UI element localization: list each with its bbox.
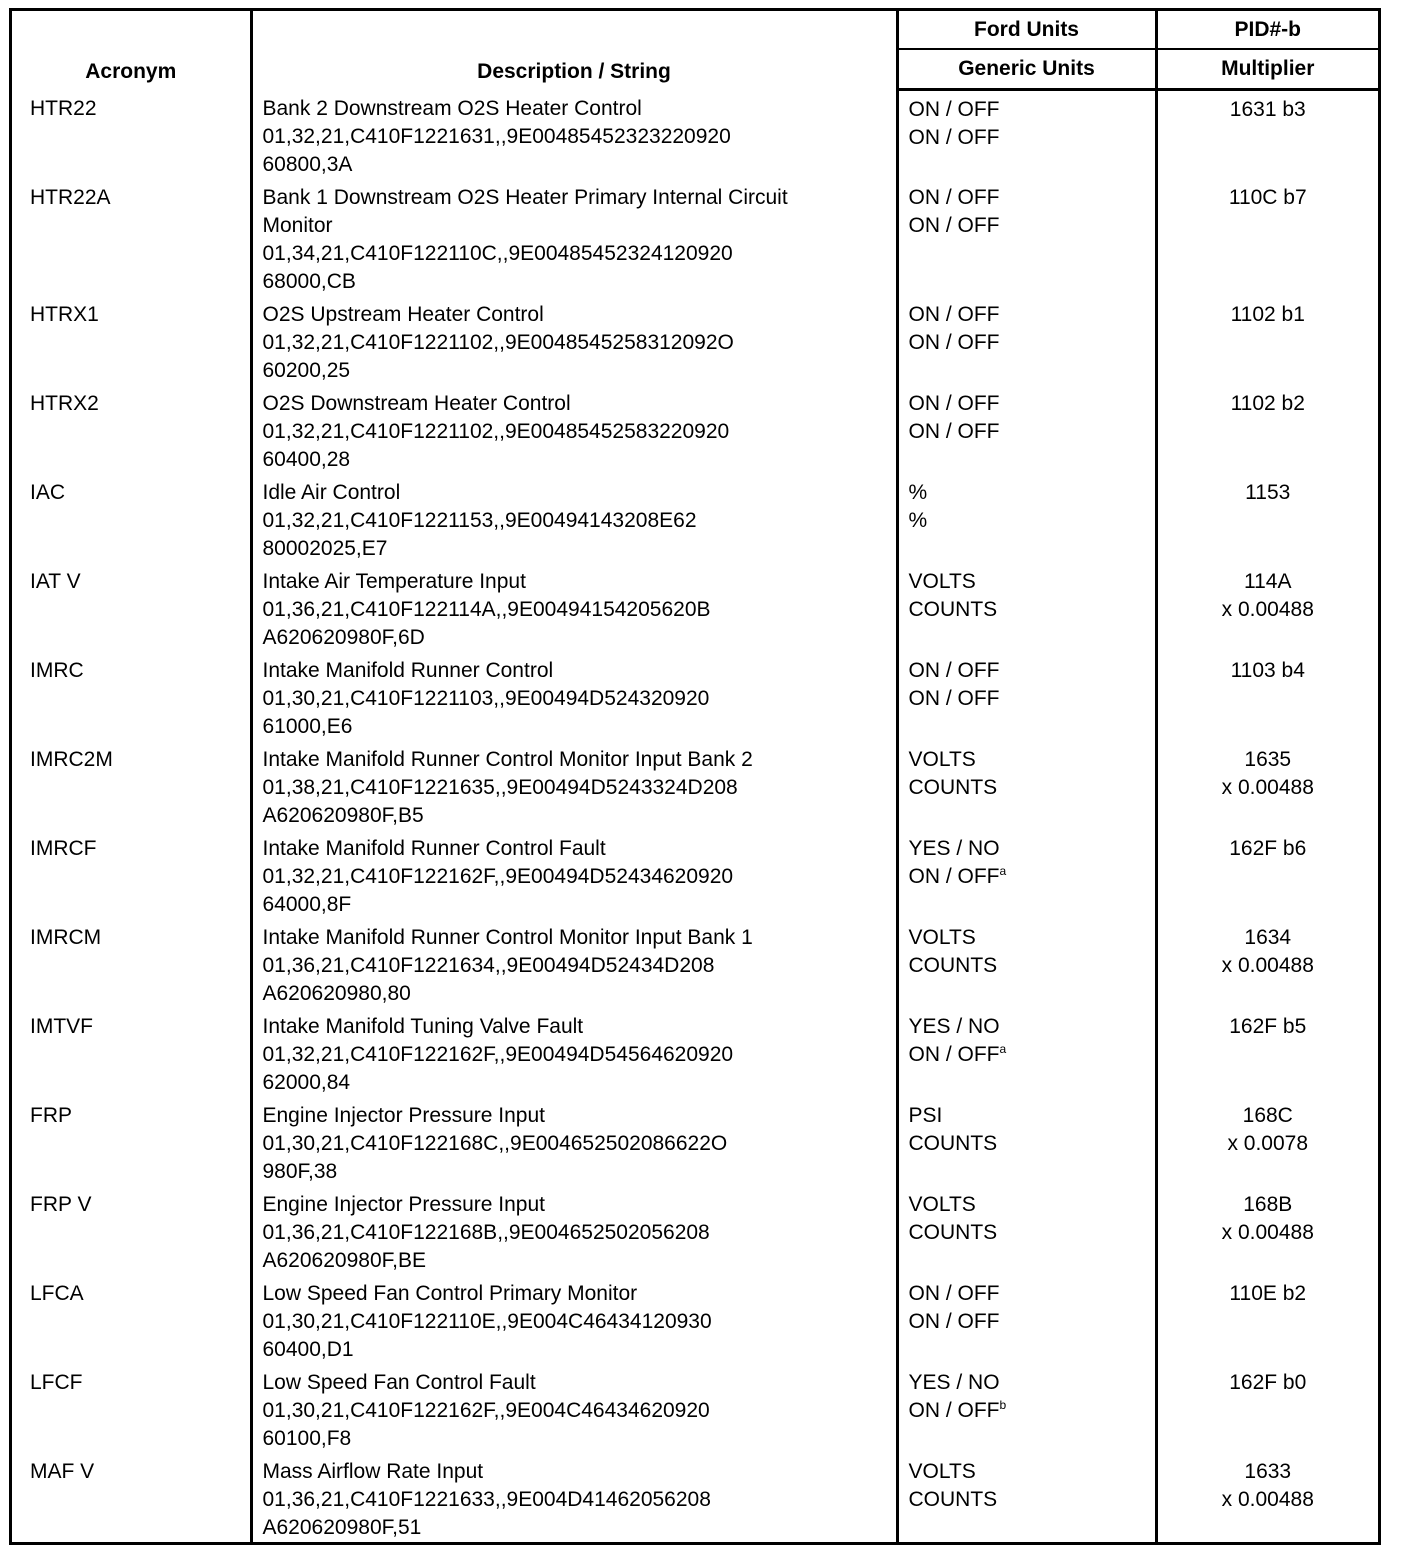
string-line-2: 64000,8F (262, 892, 352, 916)
units-cell (897, 563, 1156, 652)
table-row (12, 474, 1378, 563)
ford-units: % (908, 480, 928, 504)
generic-units-line (909, 952, 1155, 980)
table-row (12, 1008, 1378, 1097)
description-cell (251, 830, 897, 919)
string-line-2: 60400,28 (262, 447, 351, 471)
ford-units: YES / NO (908, 1370, 1000, 1394)
string-line-2: 980F,38 (262, 1159, 338, 1183)
string-line-2: 60400,D1 (262, 1337, 354, 1361)
description-text: Intake Manifold Runner Control (262, 658, 554, 682)
string-line-2: 60100,F8 (262, 1426, 352, 1450)
generic-units-line (909, 685, 1155, 713)
description-text: Bank 2 Downstream O2S Heater Control (262, 96, 642, 120)
string-line-1: 01,36,21,C410F122114A,,9E00494154205620B (262, 597, 711, 621)
ford-units: VOLTS (908, 569, 976, 593)
pid-value: 162F b6 (1229, 836, 1307, 860)
generic-units: ON / OFF (908, 419, 1000, 443)
pid-cell (1156, 741, 1378, 830)
acronym: HTRX2 (30, 391, 99, 415)
units-cell (897, 1275, 1156, 1364)
units-cell (897, 296, 1156, 385)
string-line-1: 01,36,21,C410F1221633,,9E004D41462056208 (262, 1487, 711, 1511)
string-line-2: 80002025,E7 (262, 536, 388, 560)
acronym: HTR22 (30, 96, 97, 120)
generic-units-line (909, 329, 1155, 357)
pid-value: 168C (1242, 1103, 1293, 1127)
pid-value: 162F b5 (1229, 1014, 1307, 1038)
pid-value: 168B (1243, 1192, 1293, 1216)
acronym-cell (12, 385, 251, 474)
generic-units: ON / OFF (908, 1398, 1000, 1422)
string-line-1: 01,30,21,C410F1221103,,9E00494D524320920 (262, 686, 710, 710)
pid-value: 1153 (1245, 480, 1291, 504)
string-line-2: A620620980F,51 (262, 1515, 422, 1539)
table-body (12, 90, 1378, 1542)
string-line-2: A620620980,80 (262, 981, 411, 1005)
pid-value: 162F b0 (1229, 1370, 1307, 1394)
acronym-cell (12, 919, 251, 1008)
generic-units: % (908, 508, 928, 532)
pid-cell (1156, 563, 1378, 652)
pid-table-page (9, 8, 1381, 1545)
ford-units: ON / OFF (908, 1281, 1000, 1305)
ford-units: ON / OFF (908, 98, 1000, 121)
description-text: Engine Injector Pressure Input (262, 1103, 545, 1127)
acronym-cell (12, 1275, 251, 1364)
description-cell (251, 1453, 897, 1542)
pid-value: 110C b7 (1228, 185, 1307, 209)
generic-units: COUNTS (908, 1131, 998, 1155)
description-cell (251, 563, 897, 652)
description-text: Intake Air Temperature Input (262, 569, 526, 593)
generic-units-line (909, 1308, 1155, 1336)
pid-cell (1156, 474, 1378, 563)
description-text-cont: Monitor (262, 213, 333, 237)
acronym-cell (12, 741, 251, 830)
description-text: Mass Airflow Rate Input (262, 1459, 484, 1483)
acronym: IAC (30, 480, 66, 504)
string-line-1: 01,32,21,C410F1221153,,9E00494143208E62 (262, 508, 697, 532)
description-text: Intake Manifold Runner Control Monitor Input Bank 1 (262, 925, 753, 949)
acronym: IMRCM (30, 925, 102, 949)
description-cell (251, 474, 897, 563)
units-cell (897, 1453, 1156, 1542)
acronym-cell (12, 474, 251, 563)
generic-units-line (909, 212, 1155, 240)
ford-units: YES / NO (908, 1014, 1000, 1038)
string-line-1: 01,36,21,C410F122168B,,9E004652502056208 (262, 1220, 710, 1244)
description-text: Engine Injector Pressure Input (262, 1192, 545, 1216)
multiplier-value: x 0.00488 (1221, 775, 1314, 799)
description-text: Bank 1 Downstream O2S Heater Primary Internal Circuit (262, 185, 788, 209)
pid-cell (1156, 296, 1378, 385)
table-row (12, 1364, 1378, 1453)
multiplier-value: x 0.00488 (1221, 953, 1314, 977)
string-line-2: 60200,25 (262, 358, 351, 382)
units-cell (897, 830, 1156, 919)
table-row (12, 1097, 1378, 1186)
description-text: Intake Manifold Runner Control Fault (262, 836, 606, 860)
table-row (12, 652, 1378, 741)
header-description: Description / String (251, 11, 897, 90)
acronym-cell (12, 296, 251, 385)
table-row (12, 296, 1378, 385)
string-line-1: 01,34,21,C410F122110C,,9E00485452324120920 (262, 241, 733, 265)
string-line-2: A620620980F,B5 (262, 803, 424, 827)
description-cell (251, 1186, 897, 1275)
table-row (12, 1453, 1378, 1542)
description-text: Low Speed Fan Control Primary Monitor (262, 1281, 638, 1305)
ford-units: VOLTS (908, 1459, 976, 1483)
header-ford-units: Ford Units (897, 11, 1156, 49)
acronym: FRP V (30, 1192, 92, 1216)
footnote-mark: b (999, 1397, 1007, 1412)
string-line-2: A620620980F,BE (262, 1248, 426, 1272)
pid-cell (1156, 1008, 1378, 1097)
footnote-mark: a (999, 863, 1007, 878)
pid-cell (1156, 652, 1378, 741)
table-row (12, 385, 1378, 474)
header-acronym: Acronym (12, 11, 251, 90)
generic-units-line (909, 596, 1155, 624)
pid-cell (1156, 1364, 1378, 1453)
pid-cell (1156, 1275, 1378, 1364)
table-row (12, 919, 1378, 1008)
acronym-cell (12, 563, 251, 652)
pid-cell (1156, 919, 1378, 1008)
string-line-2: 68000,CB (262, 269, 356, 293)
acronym: LFCA (30, 1281, 84, 1305)
pid-value: 1102 b1 (1230, 302, 1305, 326)
description-cell (251, 919, 897, 1008)
description-text: Idle Air Control (262, 480, 401, 504)
table-row (12, 1275, 1378, 1364)
generic-units: ON / OFF (908, 213, 1000, 237)
generic-units-line (909, 1041, 1155, 1069)
generic-units-line (909, 1486, 1155, 1514)
units-cell (897, 1097, 1156, 1186)
units-cell (897, 741, 1156, 830)
pid-value: 1102 b2 (1230, 391, 1305, 415)
string-line-2: 60800,3A (262, 152, 353, 176)
pid-cell (1156, 830, 1378, 919)
acronym-cell (12, 652, 251, 741)
acronym: LFCF (30, 1370, 83, 1394)
units-cell (897, 179, 1156, 296)
generic-units-line (909, 1219, 1155, 1247)
string-line-1: 01,32,21,C410F122162F,,9E00494D52434620920 (262, 864, 734, 888)
acronym-cell (12, 830, 251, 919)
units-cell (897, 1364, 1156, 1453)
description-text: Intake Manifold Runner Control Monitor Input Bank 2 (262, 747, 753, 771)
generic-units-line (909, 863, 1155, 891)
pid-value: 1633 (1244, 1459, 1292, 1483)
pid-cell (1156, 1453, 1378, 1542)
acronym-cell (12, 1453, 251, 1542)
ford-units: VOLTS (908, 747, 976, 771)
description-text: O2S Downstream Heater Control (262, 391, 571, 415)
acronym: MAF V (30, 1459, 95, 1483)
ford-units: ON / OFF (908, 302, 1000, 326)
acronym: HTR22A (30, 185, 111, 209)
string-line-1: 01,38,21,C410F1221635,,9E00494D5243324D208 (262, 775, 738, 799)
string-line-1: 01,30,21,C410F122168C,,9E004652502086622O (262, 1131, 728, 1155)
generic-units: ON / OFF (908, 1042, 1000, 1066)
units-cell (897, 1008, 1156, 1097)
description-text: Intake Manifold Tuning Valve Fault (262, 1014, 584, 1038)
table-row (12, 741, 1378, 830)
string-line-1: 01,32,21,C410F1221631,,9E00485452323220920 (262, 124, 731, 148)
ford-units: PSI (908, 1103, 943, 1127)
acronym: FRP (30, 1103, 72, 1127)
header-generic-units: Generic Units (897, 49, 1156, 90)
acronym-cell (12, 179, 251, 296)
acronym: IMTVF (30, 1014, 93, 1038)
string-line-2: 62000,84 (262, 1070, 351, 1094)
string-line-1: 01,32,21,C410F1221102,,9E0048545258312092O (262, 330, 734, 354)
units-cell (897, 652, 1156, 741)
generic-units-line (909, 774, 1155, 802)
acronym: IMRC (30, 658, 84, 682)
string-line-1: 01,32,21,C410F122162F,,9E00494D54564620920 (262, 1042, 734, 1066)
description-cell (251, 385, 897, 474)
pid-cell (1156, 385, 1378, 474)
pid-cell (1156, 1186, 1378, 1275)
multiplier-value: x 0.0078 (1227, 1131, 1309, 1155)
description-cell (251, 296, 897, 385)
header-pid: PID#-b (1156, 11, 1378, 49)
pid-value: 1631 b3 (1229, 98, 1306, 121)
generic-units: ON / OFF (908, 1309, 1000, 1333)
acronym-cell (12, 1097, 251, 1186)
ford-units: ON / OFF (908, 185, 1000, 209)
acronym-cell (12, 90, 251, 179)
generic-units: COUNTS (908, 1220, 998, 1244)
description-cell (251, 1364, 897, 1453)
generic-units-line (909, 124, 1155, 152)
table-header (12, 11, 1378, 90)
generic-units: ON / OFF (908, 330, 1000, 354)
ford-units: ON / OFF (908, 658, 1000, 682)
multiplier-value: x 0.00488 (1221, 1220, 1314, 1244)
generic-units-line (909, 418, 1155, 446)
acronym-cell (12, 1186, 251, 1275)
string-line-1: 01,30,21,C410F122162F,,9E004C46434620920 (262, 1398, 710, 1422)
generic-units: COUNTS (908, 597, 998, 621)
footnote-mark: a (999, 1041, 1007, 1056)
acronym: HTRX1 (30, 302, 99, 326)
description-cell (251, 90, 897, 179)
generic-units: ON / OFF (908, 864, 1000, 888)
units-cell (897, 385, 1156, 474)
generic-units: COUNTS (908, 1487, 998, 1511)
description-cell (251, 179, 897, 296)
ford-units: VOLTS (908, 925, 976, 949)
units-cell (897, 474, 1156, 563)
generic-units: ON / OFF (908, 126, 1000, 149)
pid-cell (1156, 1097, 1378, 1186)
pid-value: 1635 (1244, 747, 1292, 771)
pid-cell (1156, 179, 1378, 296)
pid-cell (1156, 90, 1378, 179)
description-text: O2S Upstream Heater Control (262, 302, 544, 326)
description-text: Low Speed Fan Control Fault (262, 1370, 536, 1394)
pid-table (12, 11, 1378, 1542)
units-cell (897, 919, 1156, 1008)
table-row (12, 90, 1378, 179)
table-row (12, 179, 1378, 296)
header-multiplier: Multiplier (1156, 49, 1378, 90)
string-line-1: 01,30,21,C410F122110E,,9E004C46434120930 (262, 1309, 712, 1333)
string-line-2: A620620980F,6D (262, 625, 425, 649)
generic-units-line (909, 1397, 1155, 1425)
generic-units: ON / OFF (908, 686, 1000, 710)
ford-units: ON / OFF (908, 391, 1000, 415)
multiplier-value: x 0.00488 (1221, 1487, 1314, 1511)
multiplier-value: x 0.00488 (1221, 597, 1314, 621)
units-cell (897, 90, 1156, 179)
generic-units-line (909, 507, 1155, 535)
ford-units: VOLTS (908, 1192, 976, 1216)
pid-value: 1634 (1244, 925, 1292, 949)
pid-value: 1103 b4 (1230, 658, 1305, 682)
pid-value: 114A (1244, 569, 1292, 593)
generic-units-line (909, 1130, 1155, 1158)
acronym: IAT V (30, 569, 81, 593)
acronym-cell (12, 1008, 251, 1097)
table-row (12, 563, 1378, 652)
description-cell (251, 741, 897, 830)
acronym-cell (12, 1364, 251, 1453)
ford-units: YES / NO (908, 836, 1000, 860)
string-line-1: 01,32,21,C410F1221102,,9E00485452583220920 (262, 419, 730, 443)
generic-units: COUNTS (908, 953, 998, 977)
string-line-2: 61000,E6 (262, 714, 353, 738)
table-row (12, 830, 1378, 919)
generic-units: COUNTS (908, 775, 998, 799)
pid-value: 110E b2 (1229, 1281, 1307, 1305)
table-row (12, 1186, 1378, 1275)
description-cell (251, 652, 897, 741)
units-cell (897, 1186, 1156, 1275)
description-cell (251, 1275, 897, 1364)
description-cell (251, 1008, 897, 1097)
string-line-1: 01,36,21,C410F1221634,,9E00494D52434D208 (262, 953, 715, 977)
description-cell (251, 1097, 897, 1186)
acronym: IMRC2M (30, 747, 113, 771)
acronym: IMRCF (30, 836, 97, 860)
